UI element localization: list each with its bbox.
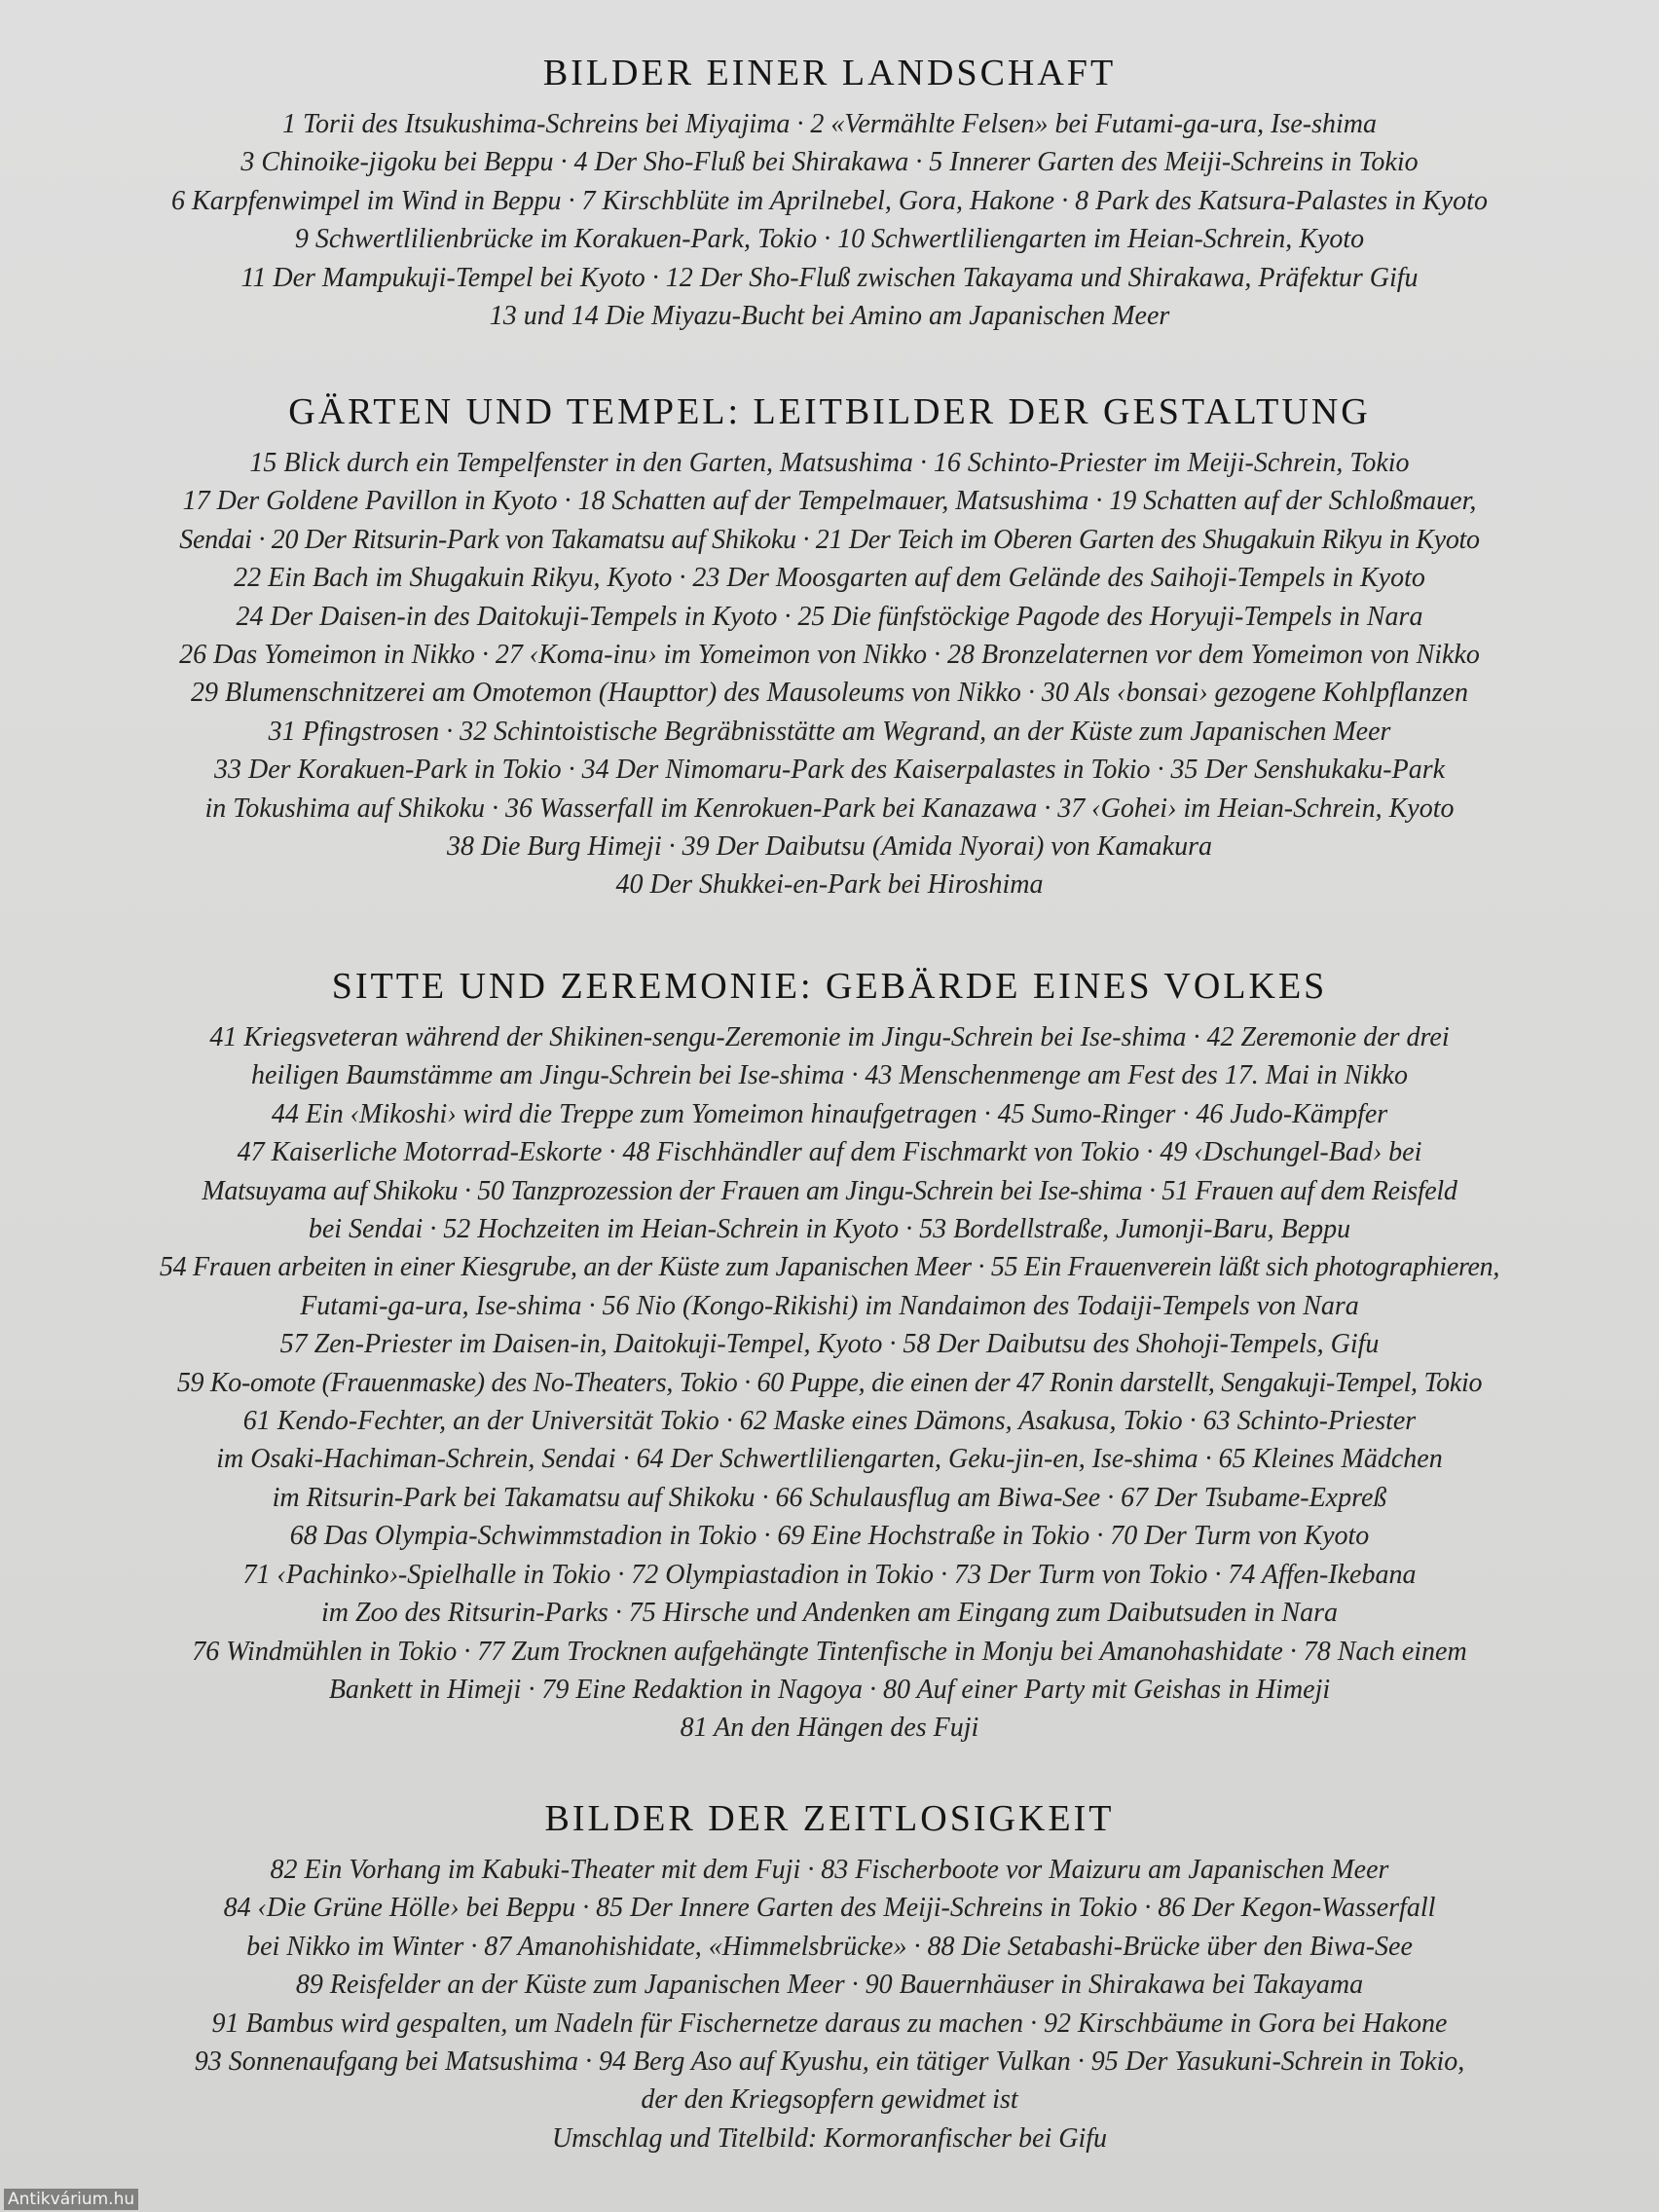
caption-line: 38 Die Burg Himeji · 39 Der Daibutsu (Amida Nyorai) von Kamakura <box>447 831 1212 863</box>
caption-line: 15 Blick durch ein Tempelfenster in den Garten, Matsushima · 16 Schinto-Priester im Meiji-Schrein, Tokio <box>249 448 1410 478</box>
caption-line: 22 Ein Bach im Shugakuin Rikyu, Kyoto · 23 Der Moosgarten auf dem Gelände des Saihoji-Tempels in Kyoto <box>234 563 1425 594</box>
caption-line: 82 Ein Vorhang im Kabuki-Theater mit dem Fuji · 83 Fischerboote vor Maizuru am Japanischen Meer <box>270 1855 1389 1885</box>
caption-line: 89 Reisfelder an der Küste zum Japanischen Meer · 90 Bauernhäuser in Shirakawa bei Takayama <box>295 1970 1364 2001</box>
caption-line: im Ritsurin-Park bei Takamatsu auf Shikoku · 66 Schulausflug am Biwa-See · 67 Der Tsubame-Expreß <box>272 1482 1387 1513</box>
caption-line: Futami-ga-ura, Ise-shima · 56 Nio (Kongo-Rikishi) im Nandaimon des Todaiji-Tempels von Nara <box>300 1290 1359 1321</box>
caption-line: bei Nikko im Winter · 87 Amanohishidate, «Himmelsbrücke» · 88 Die Setabashi-Brücke über den Biwa-See <box>246 1931 1413 1962</box>
caption-line: 71 ‹Pachinko›-Spielhalle in Tokio · 72 Olympiastadion in Tokio · 73 Der Turm von Tokio · 74 Affen-Ikebana <box>242 1559 1417 1590</box>
caption-line: 13 und 14 Die Miyazu-Bucht bei Amino am Japanischen Meer <box>489 301 1170 332</box>
section-bilder-einer-landschaft <box>58 51 1601 335</box>
caption-line: 57 Zen-Priester im Daisen-in, Daitokuji-Tempel, Kyoto · 58 Der Daibutsu des Shohoji-Tempels, Gifu <box>279 1329 1380 1360</box>
caption-line: 54 Frauen arbeiten in einer Kiesgrube, an der Küste zum Japanischen Meer · 55 Ein Frauenverein läßt sich photographieren, <box>159 1252 1500 1283</box>
caption-list <box>58 1851 1601 2157</box>
caption-line: 31 Pfingstrosen · 32 Schintoistische Begräbnisstätte am Wegrand, an der Küste zum Japanischen Meer <box>268 716 1391 747</box>
caption-line: 9 Schwertlilienbrücke im Korakuen-Park, Tokio · 10 Schwertliliengarten im Heian-Schrein, Kyoto <box>294 224 1365 255</box>
caption-line: 29 Blumenschnitzerei am Omotemon (Haupttor) des Mausoleums von Nikko · 30 Als ‹bonsai› gezogene Kohlpflanzen <box>191 678 1468 709</box>
section-title: SITTE UND ZEREMONIE: GEBÄRDE EINES VOLKES <box>331 966 1328 1007</box>
caption-line: 47 Kaiserliche Motorrad-Eskorte · 48 Fischhändler auf dem Fischmarkt von Tokio · 49 ‹Dschungel-Bad› bei <box>237 1137 1422 1168</box>
caption-line: 91 Bambus wird gespalten, um Nadeln für Fischernetze daraus zu machen · 92 Kirschbäume in Gora bei Hakone <box>211 2008 1448 2039</box>
caption-line: 11 Der Mampukuji-Tempel bei Kyoto · 12 Der Sho-Fluß zwischen Takayama und Shirakawa, Präfektur Gifu <box>240 262 1419 293</box>
caption-list <box>58 105 1601 335</box>
caption-line: 40 Der Shukkei-en-Park bei Hiroshima <box>615 869 1044 901</box>
caption-line: 93 Sonnenaufgang bei Matsushima · 94 Berg Aso auf Kyushu, ein tätiger Vulkan · 95 Der Yasukuni-Schrein in Tokio, <box>194 2046 1465 2078</box>
caption-line: 84 ‹Die Grüne Hölle› bei Beppu · 85 Der Innere Garten des Meiji-Schreins in Tokio · 86 Der Kegon-Wasserfall <box>223 1893 1436 1924</box>
caption-line: 26 Das Yomeimon in Nikko · 27 ‹Koma-inu› im Yomeimon von Nikko · 28 Bronzelaternen vor dem Yomeimon von Nikko <box>179 640 1480 671</box>
section-title: GÄRTEN UND TEMPEL: LEITBILDER DER GESTALTUNG <box>288 391 1371 432</box>
caption-line: Umschlag und Titelbild: Kormoranfischer bei Gifu <box>551 2122 1108 2154</box>
caption-line: Bankett in Himeji · 79 Eine Redaktion in Nagoya · 80 Auf einer Party mit Geishas in Himeji <box>328 1674 1331 1705</box>
caption-line: 3 Chinoike-jigoku bei Beppu · 4 Der Sho-Fluß bei Shirakawa · 5 Innerer Garten des Meiji-Schreins in Tokio <box>240 147 1419 178</box>
watermark: Antikvárium.hu <box>4 2189 138 2210</box>
caption-line: 81 An den Hängen des Fuji <box>680 1713 979 1744</box>
caption-list <box>58 444 1601 904</box>
caption-line: 6 Karpfenwimpel im Wind in Beppu · 7 Kirschblüte im Aprilnebel, Gora, Hakone · 8 Park des Katsura-Palastes in Kyoto <box>171 185 1488 216</box>
caption-line: 24 Der Daisen-in des Daitokuji-Tempels in Kyoto · 25 Die fünfstöckige Pagode des Horyuji-Tempels in Nara <box>236 601 1423 632</box>
caption-line: bei Sendai · 52 Hochzeiten im Heian-Schrein in Kyoto · 53 Bordellstraße, Jumonji-Baru, Beppu <box>308 1214 1351 1245</box>
caption-line: 61 Kendo-Fechter, an der Universität Tokio · 62 Maske eines Dämons, Asakusa, Tokio · 63 Schinto-Priester <box>242 1406 1417 1437</box>
caption-line: 33 Der Korakuen-Park in Tokio · 34 Der Nimomaru-Park des Kaiserpalastes in Tokio · 35 Der Senshukaku-Park <box>213 755 1446 786</box>
caption-line: in Tokushima auf Shikoku · 36 Wasserfall im Kenrokuen-Park bei Kanazawa · 37 ‹Gohei› im Heian-Schrein, Kyoto <box>204 793 1455 824</box>
section-sitte-und-zeremonie <box>58 964 1601 1748</box>
section-bilder-der-zeitlosigkeit <box>58 1796 1601 2157</box>
caption-line: 44 Ein ‹Mikoshi› wird die Treppe zum Yomeimon hinaufgetragen · 45 Sumo-Ringer · 46 Judo-Kämpfer <box>271 1098 1388 1129</box>
caption-line: heiligen Baumstämme am Jingu-Schrein bei Ise-shima · 43 Menschenmenge am Fest des 17. Mai in Nikko <box>251 1060 1408 1091</box>
caption-line: 17 Der Goldene Pavillon in Kyoto · 18 Schatten auf der Tempelmauer, Matsushima · 19 Schatten auf der Schloßmauer, <box>182 486 1477 517</box>
caption-line: im Zoo des Ritsurin-Parks · 75 Hirsche und Andenken am Eingang zum Daibutsuden in Nara <box>321 1598 1338 1629</box>
section-title: BILDER DER ZEITLOSIGKEIT <box>544 1798 1115 1839</box>
caption-line: 1 Torii des Itsukushima-Schreins bei Miyajima · 2 «Vermählte Felsen» bei Futami-ga-ura, Ise-shima <box>281 109 1377 139</box>
section-title: BILDER EINER LANDSCHAFT <box>542 53 1117 93</box>
caption-line: der den Kriegsopfern gewidmet ist <box>641 2084 1018 2116</box>
caption-line: 68 Das Olympia-Schwimmstadion in Tokio · 69 Eine Hochstraße in Tokio · 70 Der Turm von Kyoto <box>289 1521 1370 1552</box>
caption-line: Sendai · 20 Der Ritsurin-Park von Takamatsu auf Shikoku · 21 Der Teich im Oberen Garten des Shugakuin Rikyu in Kyoto <box>179 524 1480 555</box>
caption-line: 59 Ko-omote (Frauenmaske) des No-Theaters, Tokio · 60 Puppe, die einen der 47 Ronin darstellt, Sengakuji-Tempel, Tokio <box>176 1367 1483 1398</box>
caption-line: im Osaki-Hachiman-Schrein, Sendai · 64 Der Schwertliliengarten, Geku-jin-en, Ise-shima · 65 Kleines Mädchen <box>216 1444 1443 1475</box>
caption-line: 76 Windmühlen in Tokio · 77 Zum Trocknen aufgehängte Tintenfische in Monju bei Amanohashidate · 78 Nach einem <box>192 1636 1467 1667</box>
section-gaerten-und-tempel <box>58 389 1601 904</box>
caption-list <box>58 1018 1601 1748</box>
caption-line: 41 Kriegsveteran während der Shikinen-sengu-Zeremonie im Jingu-Schrein bei Ise-shima · 42 Zeremonie der drei <box>209 1022 1450 1052</box>
caption-line: Matsuyama auf Shikoku · 50 Tanzprozession der Frauen am Jingu-Schrein bei Ise-shima · 51 Frauen auf dem Reisfeld <box>202 1175 1457 1206</box>
